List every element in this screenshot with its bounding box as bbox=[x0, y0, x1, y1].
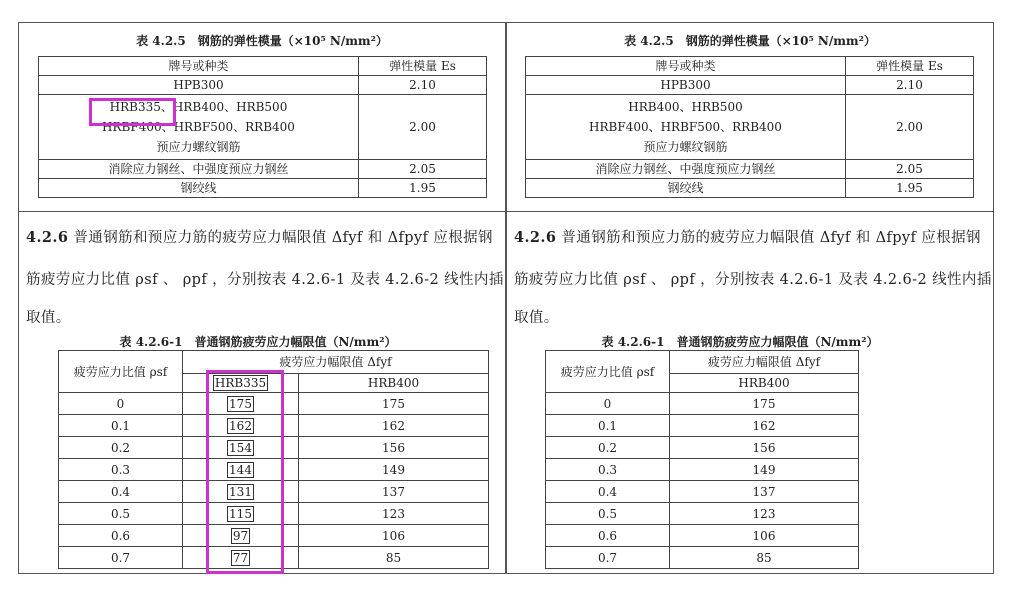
hrb400-cell: 85 bbox=[670, 547, 859, 569]
hrb400-cell: 123 bbox=[299, 503, 489, 525]
ratio-cell: 0.6 bbox=[59, 525, 183, 547]
type-header: 牌号或种类 bbox=[526, 57, 846, 76]
ratio-cell: 0.5 bbox=[546, 503, 670, 525]
table-row bbox=[526, 95, 974, 160]
ratio-cell: 0 bbox=[546, 393, 670, 415]
column-header-hrb400: HRB400 bbox=[299, 374, 489, 393]
hrb400-cell: 162 bbox=[299, 415, 489, 437]
left-paragraph-line-3: 取值。 bbox=[26, 310, 71, 326]
hrb335-highlight-box bbox=[89, 98, 176, 126]
column-header-hrb400: HRB400 bbox=[670, 374, 859, 393]
hrb335-cell: 77 bbox=[183, 547, 299, 569]
hrb400-cell: 175 bbox=[670, 393, 859, 415]
ratio-cell: 0.4 bbox=[546, 481, 670, 503]
range-header: 疲劳应力幅限值 Δfyf bbox=[183, 351, 489, 374]
modulus-header: 弹性模量 Es bbox=[359, 57, 487, 76]
value-cell: 2.00 bbox=[359, 95, 487, 160]
ratio-cell: 0.1 bbox=[59, 415, 183, 437]
type-line: HRBF400、HRBF500、RRB400 bbox=[589, 120, 782, 134]
table-row bbox=[546, 393, 859, 415]
hrb400-cell: 106 bbox=[670, 525, 859, 547]
top-section-divider bbox=[18, 211, 994, 212]
ratio-header: 疲劳应力比值 ρsf bbox=[59, 351, 183, 393]
ratio-cell: 0.1 bbox=[546, 415, 670, 437]
hrb335-cell: 144 bbox=[183, 459, 299, 481]
type-header: 牌号或种类 bbox=[39, 57, 359, 76]
hrb335-cell: 154 bbox=[183, 437, 299, 459]
type-cell: 消除应力钢丝、中强度预应力钢丝 bbox=[526, 160, 846, 179]
hrb335-cell: 115 bbox=[183, 503, 299, 525]
ratio-cell: 0.3 bbox=[546, 459, 670, 481]
value-cell: 1.95 bbox=[846, 179, 974, 198]
clause-text: 普通钢筋和预应力筋的疲劳应力幅限值 Δfyf 和 Δfpyf 应根据钢 bbox=[73, 230, 493, 246]
table-row bbox=[546, 459, 859, 481]
hrb335-column-highlight-box bbox=[206, 370, 284, 574]
table-row bbox=[546, 481, 859, 503]
ratio-cell: 0.5 bbox=[59, 503, 183, 525]
table-header-row bbox=[546, 351, 859, 374]
type-cell: HPB300 bbox=[526, 76, 846, 95]
ratio-cell: 0.4 bbox=[59, 481, 183, 503]
hrb400-cell: 85 bbox=[299, 547, 489, 569]
left-paragraph-line-1 bbox=[26, 226, 493, 247]
left-elastic-modulus-table bbox=[38, 56, 487, 198]
right-elastic-modulus-table bbox=[525, 56, 974, 198]
value-cell: 2.05 bbox=[359, 160, 487, 179]
table-row bbox=[546, 415, 859, 437]
type-cell: 钢绞线 bbox=[526, 179, 846, 198]
modulus-header: 弹性模量 Es bbox=[846, 57, 974, 76]
hrb400-cell: 137 bbox=[670, 481, 859, 503]
range-header: 疲劳应力幅限值 Δfyf bbox=[670, 351, 859, 374]
value-cell: 2.05 bbox=[846, 160, 974, 179]
type-cell bbox=[39, 95, 359, 160]
table-row bbox=[546, 437, 859, 459]
clause-number: 4.2.6 bbox=[514, 229, 557, 246]
value-cell: 2.00 bbox=[846, 95, 974, 160]
right-paragraph-line-3: 取值。 bbox=[514, 310, 559, 326]
ratio-cell: 0.2 bbox=[59, 437, 183, 459]
table-header-row bbox=[39, 57, 487, 76]
hrb400-cell: 149 bbox=[299, 459, 489, 481]
hrb400-cell: 137 bbox=[299, 481, 489, 503]
type-cell: HPB300 bbox=[39, 76, 359, 95]
type-line: HRB400、HRB500 bbox=[628, 100, 743, 114]
table-row bbox=[526, 179, 974, 198]
hrb335-cell: 162 bbox=[183, 415, 299, 437]
hrb335-cell: 97 bbox=[183, 525, 299, 547]
type-cell: 消除应力钢丝、中强度预应力钢丝 bbox=[39, 160, 359, 179]
clause-number: 4.2.6 bbox=[26, 229, 69, 246]
type-cell: 钢绞线 bbox=[39, 179, 359, 198]
ratio-cell: 0.2 bbox=[546, 437, 670, 459]
ratio-cell: 0.7 bbox=[546, 547, 670, 569]
table-row bbox=[546, 547, 859, 569]
ratio-header: 疲劳应力比值 ρsf bbox=[546, 351, 670, 393]
left-paragraph-line-2: 筋疲劳应力比值 ρsf 、 ρpf ，分别按表 4.2.6-1 及表 4.2.6-2 线性内插 bbox=[26, 272, 504, 288]
value-cell: 2.10 bbox=[846, 76, 974, 95]
type-line: HRBF400、HRBF500、RRB400 bbox=[102, 120, 295, 134]
table-header-row bbox=[526, 57, 974, 76]
table-row bbox=[526, 160, 974, 179]
hrb400-cell: 106 bbox=[299, 525, 489, 547]
type-line: 预应力螺纹钢筋 bbox=[643, 140, 728, 154]
left-table-425-title: 表 4.2.5 钢筋的弹性模量（×10⁵ N/mm²） bbox=[136, 34, 388, 48]
value-cell: 2.10 bbox=[359, 76, 487, 95]
value-cell: 1.95 bbox=[359, 179, 487, 198]
left-table-4261-title: 表 4.2.6-1 普通钢筋疲劳应力幅限值（N/mm²） bbox=[119, 335, 397, 349]
hrb400-cell: 149 bbox=[670, 459, 859, 481]
hrb400-cell: 156 bbox=[299, 437, 489, 459]
ratio-cell: 0 bbox=[59, 393, 183, 415]
type-line: 预应力螺纹钢筋 bbox=[156, 140, 241, 154]
table-row bbox=[39, 76, 487, 95]
table-row bbox=[39, 160, 487, 179]
right-fatigue-table bbox=[545, 350, 859, 569]
right-paragraph-line-1 bbox=[514, 226, 981, 247]
ratio-cell: 0.3 bbox=[59, 459, 183, 481]
hrb400-cell: 162 bbox=[670, 415, 859, 437]
ratio-cell: 0.6 bbox=[546, 525, 670, 547]
clause-text: 普通钢筋和预应力筋的疲劳应力幅限值 Δfyf 和 Δfpyf 应根据钢 bbox=[561, 230, 981, 246]
table-row bbox=[546, 503, 859, 525]
hrb400-cell: 156 bbox=[670, 437, 859, 459]
hrb400-cell: 175 bbox=[299, 393, 489, 415]
right-table-4261-title: 表 4.2.6-1 普通钢筋疲劳应力幅限值（N/mm²） bbox=[601, 335, 879, 349]
hrb335-cell: 175 bbox=[183, 393, 299, 415]
ratio-cell: 0.7 bbox=[59, 547, 183, 569]
type-line: HRB335、HRB400、HRB500 bbox=[109, 100, 288, 114]
right-paragraph-line-2: 筋疲劳应力比值 ρsf 、 ρpf ，分别按表 4.2.6-1 及表 4.2.6-2 线性内插 bbox=[514, 272, 992, 288]
table-row bbox=[526, 76, 974, 95]
column-header-hrb335: HRB335 bbox=[183, 374, 299, 393]
right-table-425-title: 表 4.2.5 钢筋的弹性模量（×10⁵ N/mm²） bbox=[624, 34, 876, 48]
type-cell bbox=[526, 95, 846, 160]
table-row bbox=[546, 525, 859, 547]
hrb400-cell: 123 bbox=[670, 503, 859, 525]
table-row bbox=[39, 179, 487, 198]
hrb335-cell: 131 bbox=[183, 481, 299, 503]
